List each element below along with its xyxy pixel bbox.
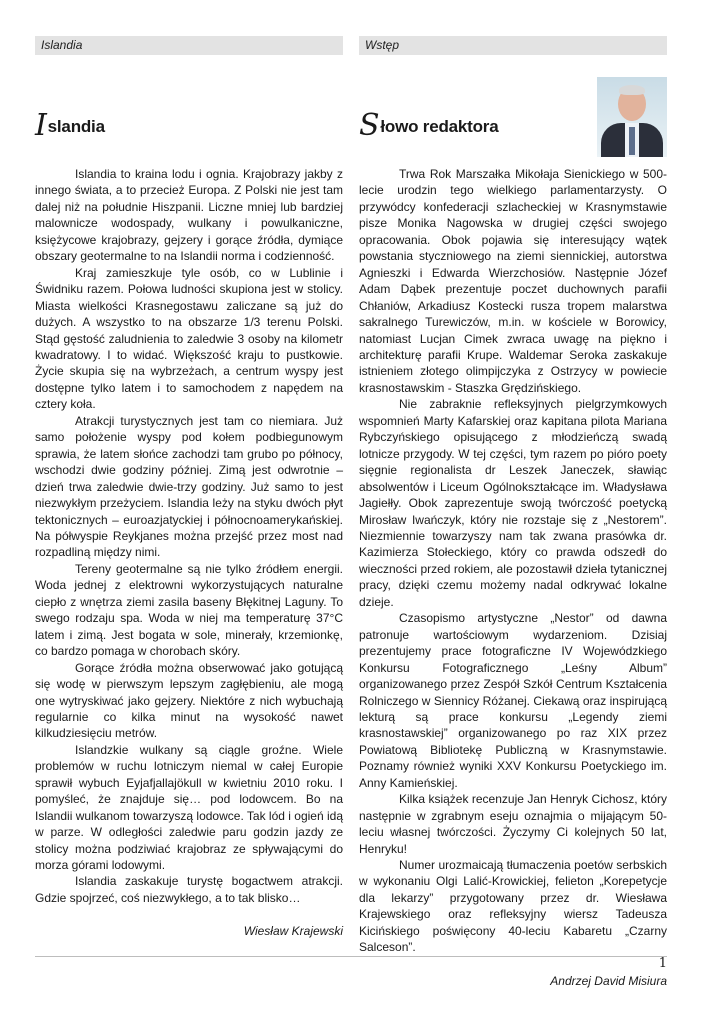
paragraph: Kilka książek recenzuje Jan Henryk Cichosz, który następnie w zgrabnym eseju oznajmia o mijającym 50-leciu własnej twórczości. Życzymy Ci kolejnych 50 lat, Henryku! (359, 792, 667, 856)
author-signature: Andrzej David Misiura (550, 973, 667, 988)
paragraph: Tereny geotermalne są nie tylko źródłem energii. Woda jednej z elektrowni wykorzystujących naturalne ciepło z wnętrza ziemi zasila baseny Błękitnej Laguny. To swego rodzaju spa. Woda w niej ma temperaturę 37°C latem i zimą. Jest bogata w sole, minerały, krzemionkę, co bardzo pomaga w chorobach skóry. (35, 561, 343, 659)
title-initial: I (35, 108, 47, 143)
article-body (35, 166, 343, 906)
paragraph: Kraj zamieszkuje tyle osób, co w Lublinie i Świdniku razem. Połowa ludności skupiona jest w stolicy. Miasta wielkości Krasnegostawu zaliczane są już do dużych. A wszystko to na obszarze 1/3 terenu Polski. Stąd gęstość zaludnienia to zaledwie 3 osoby na kilometr kwadratowy. I to widać. Większość kraju to pustkowie. Życie skupia się na wybrzeżach, a centrum wyspy jest dostępne tylko latem i to samochodem z napędem na cztery koła. (35, 265, 343, 412)
paragraph: Trwa Rok Marszałka Mikołaja Sienickiego w 500-lecie urodzin tego wielkiego parlamentarzysty. O przywódcy konfederacji szlacheckiej w Krasnymstawie pisze Monika Nagowska w drugiej części swojego opracowania. Obok pojawia się interesujący wątek powstania styczniowego na ziemi siennickiej, autorstwa Agnieszki i Edwarda Wierzchosiów. Następnie Józef Adam Dąbek prezentuje poczet duchownych parafii Chłaniów, Arkadiusz Kostecki rusza tropem malarstwa sakralnego Turewiczów, m.in. w kościele w Borowicy, natomiast Lucjan Cimek zwraca uwagę na piękno i architekturę parafii Krupe. Waldemar Seroka zaskakuje istnieniem złotego olimpijczyka z Ostrzycy w powiecie krasnostawskim - Staszka Grędzińskiego. (359, 167, 667, 395)
title-initial: S (359, 108, 380, 143)
section-header: Wstęp (359, 36, 667, 55)
paragraph: Gorące źródła można obserwować jako gotującą się wodę w pierwszym lepszym zagłębieniu, ale mogą one wytryskiwać jako gejzery. Niektóre z nich wybuchają regularnie co kilka minut na wysokość nawet kilkudziesięciu metrów. (35, 660, 343, 741)
paragraph: Numer urozmaicają tłumaczenia poetów serbskich w wykonaniu Olgi Lalić-Krowickiej, felieton „Korepetycje dla lekarzy” przygotowany przez dr. Wiesława Krajewskiego oraz refleksyjny wiersz Tadeusza Kicińskiego poświęcony 40-leciu Kabaretu „Czarny Salceson”. (359, 858, 667, 955)
article-title (359, 108, 499, 143)
title-block (359, 55, 667, 155)
author-signature: Wiesław Krajewski (243, 924, 343, 939)
left-column (35, 36, 343, 939)
paragraph: Islandia to kraina lodu i ognia. Krajobrazy jakby z innego świata, a to przecież Europa. Z Polski nie jest tam dalej niż na południe Hiszpanii. Liczne mniej lub bardziej malownicze wodospady, wulkany i powulkaniczne, księżycowe krajobrazy, gejzery i gorące źródła, dymiące obszary geotermalne to na Islandii norma i codzienność. (35, 167, 343, 264)
right-column (359, 36, 667, 989)
page-number: 1 (658, 956, 667, 971)
paragraph: Islandzkie wulkany są ciągle groźne. Wiele problemów w ruchu lotniczym niemal w całej Europie sprawił wybuch Eyjafjallajökull w kwietniu 2010 roku. I pomyśleć, że znajduje się… pod lodowcem. Bo na Islandii wulkanom towarzyszą lodowce. Tak lód i ogień idą w parze. W odległości zaledwie paru godzin jazdy ze stolicy można podziwiać krajobraz ze spływającymi do morza górami lodowymi. (35, 742, 343, 873)
footer-rule (35, 956, 667, 957)
paragraph: Czasopismo artystyczne „Nestor” od dawna patronuje wartościowym wydarzeniom. Dzisiaj prezentujemy prace fotograficzne IV Wojewódzkiego Konkursu Fotograficznego „Leśny Album” organizowanego przez Zespół Szkół Centrum Kształcenia Rolniczego w Siennicy Różanej. Ciekawą oraz inspirującą lekturą są prace konkursu „Legendy ziemi krasnostawskiej” organizowanego po raz XIX przez Powiatową Bibliotekę Publiczną w Krasnymstawie. Poznamy również wyniki XXV Konkursu Poetyckiego im. Anny Kamieńskiej. (359, 611, 667, 790)
article-body (359, 166, 667, 956)
title-text: slandia (47, 117, 105, 136)
title-block (35, 55, 343, 155)
editor-portrait (597, 77, 667, 157)
article-title (35, 108, 105, 143)
section-header: Islandia (35, 36, 343, 55)
paragraph: Atrakcji turystycznych jest tam co niemiara. Już samo położenie wyspy pod kołem podbiegunowym sprawia, że latem słońce zachodzi tam grubo po północy, wschodzi dwie godziny później. Zimą jest odwrotnie – dzień trwa zaledwie dwie-trzy godziny. Już samo to jest niezwykłym przeżyciem. Islandia leży na styku dwóch płyt tektonicznych – euroazjatyckiej i północnoamerykańskiej. Na półwyspie Reykjanes można przejść przez most nad rozpadliną między nimi. (35, 413, 343, 560)
title-text: łowo redaktora (380, 117, 499, 136)
paragraph: Nie zabraknie refleksyjnych pielgrzymkowych wspomnień Marty Kafarskiej oraz kapitana pilota Mariana Rybczyńskiego opisującego z młodzieńczą swadą lotnicze przygody. W tej części, tym razem po pióro poety sięgnie regionalista dr Leszek Janeczek, sławiąc absolwentów i Liceum Ogólnokształcące im. Władysława Jagiełły. Obok zaprezentuje swoją twórczość poetycką Mirosław Iwańczyk, który nie rozstaje się z „Nestorem”. Niezmiennie towarzyszy nam tak zwana prasówka dr. Kazimierza Stołeckiego, który co prawda odszedł do wieczności przed rokiem, ale pozostawił dzieła tytanicznej pracy, dzięki czemu możemy nadal odkrywać lokalne dzieje. (359, 397, 667, 609)
paragraph: Islandia zaskakuje turystę bogactwem atrakcji. Gdzie spojrzeć, coś niezwykłego, a to tak blisko… (35, 874, 343, 905)
